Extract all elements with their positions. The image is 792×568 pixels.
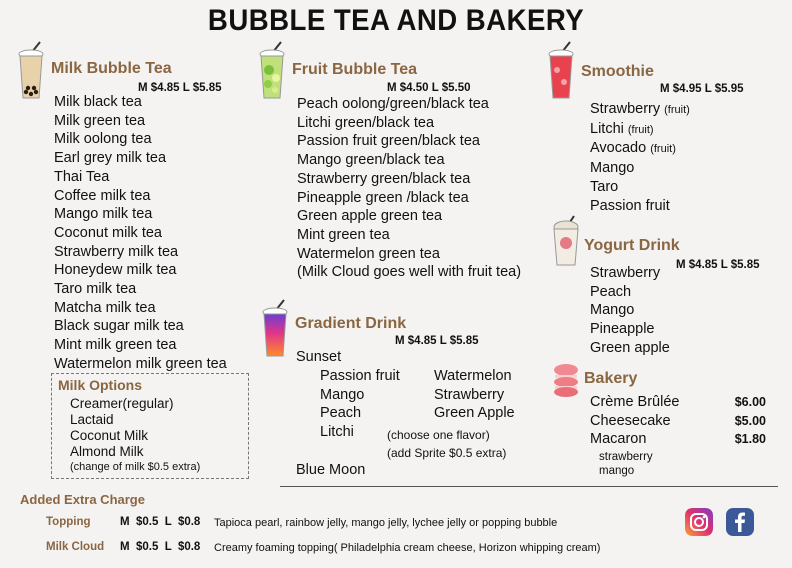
smoothie-price: M $4.95 L $5.95: [660, 83, 744, 95]
list-item: Mango: [590, 160, 635, 177]
list-item: Peach: [320, 405, 362, 422]
list-item: strawberry: [599, 451, 653, 463]
list-item: Black sugar milk tea: [54, 318, 184, 335]
list-item: Taro milk tea: [54, 281, 137, 298]
list-item: Strawberry: [590, 101, 661, 117]
list-item: (Milk Cloud goes well with fruit tea): [297, 264, 522, 281]
list-item: Strawberry: [590, 265, 661, 281]
macaron-icon: [552, 362, 580, 398]
fruit-bubble-tea-title: Fruit Bubble Tea: [292, 61, 418, 78]
list-item: Passion fruit: [320, 368, 400, 384]
list-item: Green apple: [590, 339, 670, 356]
instagram-icon[interactable]: [685, 508, 713, 536]
smoothie-title: Smoothie: [581, 63, 654, 80]
milk-cloud-desc: Creamy foaming topping( Philadelphia cream cheese, Horizon whipping cream): [214, 542, 601, 554]
list-item: Earl grey milk tea: [54, 150, 167, 167]
list-item: Milk green tea: [54, 112, 146, 129]
list-item: Litchi: [320, 424, 354, 441]
fruit-tag: (fruit): [650, 143, 676, 156]
list-item: Green Apple: [434, 405, 515, 422]
list-item: Coffee milk tea: [54, 187, 151, 204]
fruit-tea-cup-icon: [257, 40, 287, 102]
list-item: Passion fruit green/black tea: [297, 133, 480, 150]
bakery-item-name: Macaron: [590, 431, 647, 448]
list-item: Mango: [320, 386, 365, 403]
list-item: Pineapple green /black tea: [297, 189, 469, 206]
milk-options-list: [70, 396, 200, 474]
topping-desc: Tapioca pearl, rainbow jelly, mango jelly, lychee jelly or popping bubble: [214, 517, 558, 529]
gradient-drink-cup-icon: [260, 298, 290, 360]
list-item: Peach: [590, 283, 632, 300]
list-item: Litchi green/black tea: [297, 114, 435, 131]
list-item: Mango green/black tea: [297, 152, 445, 169]
bakery-item-price: $5.00: [734, 413, 766, 428]
list-item: Green apple green tea: [297, 208, 443, 225]
list-item: Thai Tea: [54, 168, 110, 185]
facebook-icon[interactable]: [726, 508, 754, 536]
list-item: Strawberry: [434, 386, 505, 403]
fruit-tag: (fruit): [627, 123, 654, 136]
list-item: [590, 412, 766, 431]
list-item: Mango: [590, 302, 635, 319]
gradient-drink-price: M $4.85 L $5.85: [395, 335, 479, 347]
milk-bubble-tea-title: Milk Bubble Tea: [51, 60, 172, 77]
topping-price: M $0.5 L $0.8: [120, 516, 201, 528]
milk-cloud-price: M $0.5 L $0.8: [120, 541, 201, 553]
bakery-item-price: $6.00: [734, 395, 766, 409]
gradient-drink-title: Gradient Drink: [295, 315, 407, 332]
gradient-blue-moon: Blue Moon: [296, 462, 366, 478]
fruit-bubble-tea-list: [297, 95, 521, 282]
milk-bubble-tea-price: M $4.85 L $5.85: [138, 82, 222, 94]
list-item: mango: [599, 465, 635, 477]
list-item: Milk black tea: [54, 94, 142, 110]
list-item: Lactaid: [70, 412, 114, 427]
list-item: Milk oolong tea: [54, 131, 152, 148]
smoothie-list: [590, 100, 690, 215]
smoothie-cup-icon: [546, 40, 576, 102]
fruit-bubble-tea-price: M $4.50 L $5.50: [387, 82, 471, 94]
milk-tea-cup-icon: [16, 40, 46, 102]
yogurt-drink-price: M $4.85 L $5.85: [676, 259, 760, 271]
bakery-item-price: $1.80: [734, 432, 766, 447]
milk-options-title: Milk Options: [58, 377, 142, 393]
list-item: Watermelon milk green tea: [54, 355, 227, 372]
list-item: Taro: [590, 178, 619, 195]
extra-charge-title: Added Extra Charge: [20, 492, 145, 507]
bakery-title: Bakery: [584, 370, 638, 387]
page-title: BUBBLE TEA AND BAKERY: [207, 4, 585, 37]
list-item: Peach oolong/green/black tea: [297, 96, 489, 112]
bakery-list: [590, 393, 766, 449]
list-item: Matcha milk tea: [54, 299, 156, 316]
gradient-note-flavor: (choose one flavor): [387, 428, 490, 442]
list-item: Pineapple: [590, 321, 655, 338]
macaron-flavors: [599, 450, 653, 478]
bakery-item-name: Crème Brûlée: [590, 394, 680, 410]
list-item: Creamer(regular): [70, 396, 174, 411]
bakery-item-name: Cheesecake: [590, 412, 671, 429]
list-item: Coconut milk tea: [54, 224, 162, 241]
divider: [280, 486, 778, 487]
list-item: Avocado: [590, 140, 647, 157]
list-item: Watermelon green tea: [297, 245, 440, 262]
gradient-sunset: Sunset: [296, 349, 342, 365]
yogurt-drink-list: [590, 264, 670, 358]
list-item: Mint green tea: [297, 226, 390, 243]
list-item: Mango milk tea: [54, 206, 153, 223]
list-item: [590, 430, 766, 449]
gradient-flavors-right: [434, 367, 515, 423]
list-item: Watermelon: [434, 368, 512, 384]
yogurt-drink-title: Yogurt Drink: [584, 237, 680, 254]
yogurt-cup-icon: [550, 215, 582, 267]
topping-label: Topping: [46, 516, 91, 528]
list-item: Almond Milk: [70, 444, 144, 459]
gradient-note-sprite: (add Sprite $0.5 extra): [387, 446, 507, 460]
list-item: Strawberry milk tea: [54, 243, 179, 260]
list-item: Passion fruit: [590, 197, 670, 214]
list-item: Strawberry green/black tea: [297, 170, 471, 187]
list-item: Coconut Milk: [70, 428, 149, 443]
list-item: Honeydew milk tea: [54, 262, 177, 279]
milk-cloud-label: Milk Cloud: [46, 541, 105, 553]
fruit-tag: (fruit): [664, 104, 690, 116]
list-item: Litchi: [590, 120, 624, 137]
list-item: Mint milk green tea: [54, 337, 177, 354]
list-item: [590, 393, 766, 412]
milk-options-note: (change of milk $0.5 extra): [70, 461, 201, 473]
milk-bubble-tea-list: [54, 93, 227, 374]
